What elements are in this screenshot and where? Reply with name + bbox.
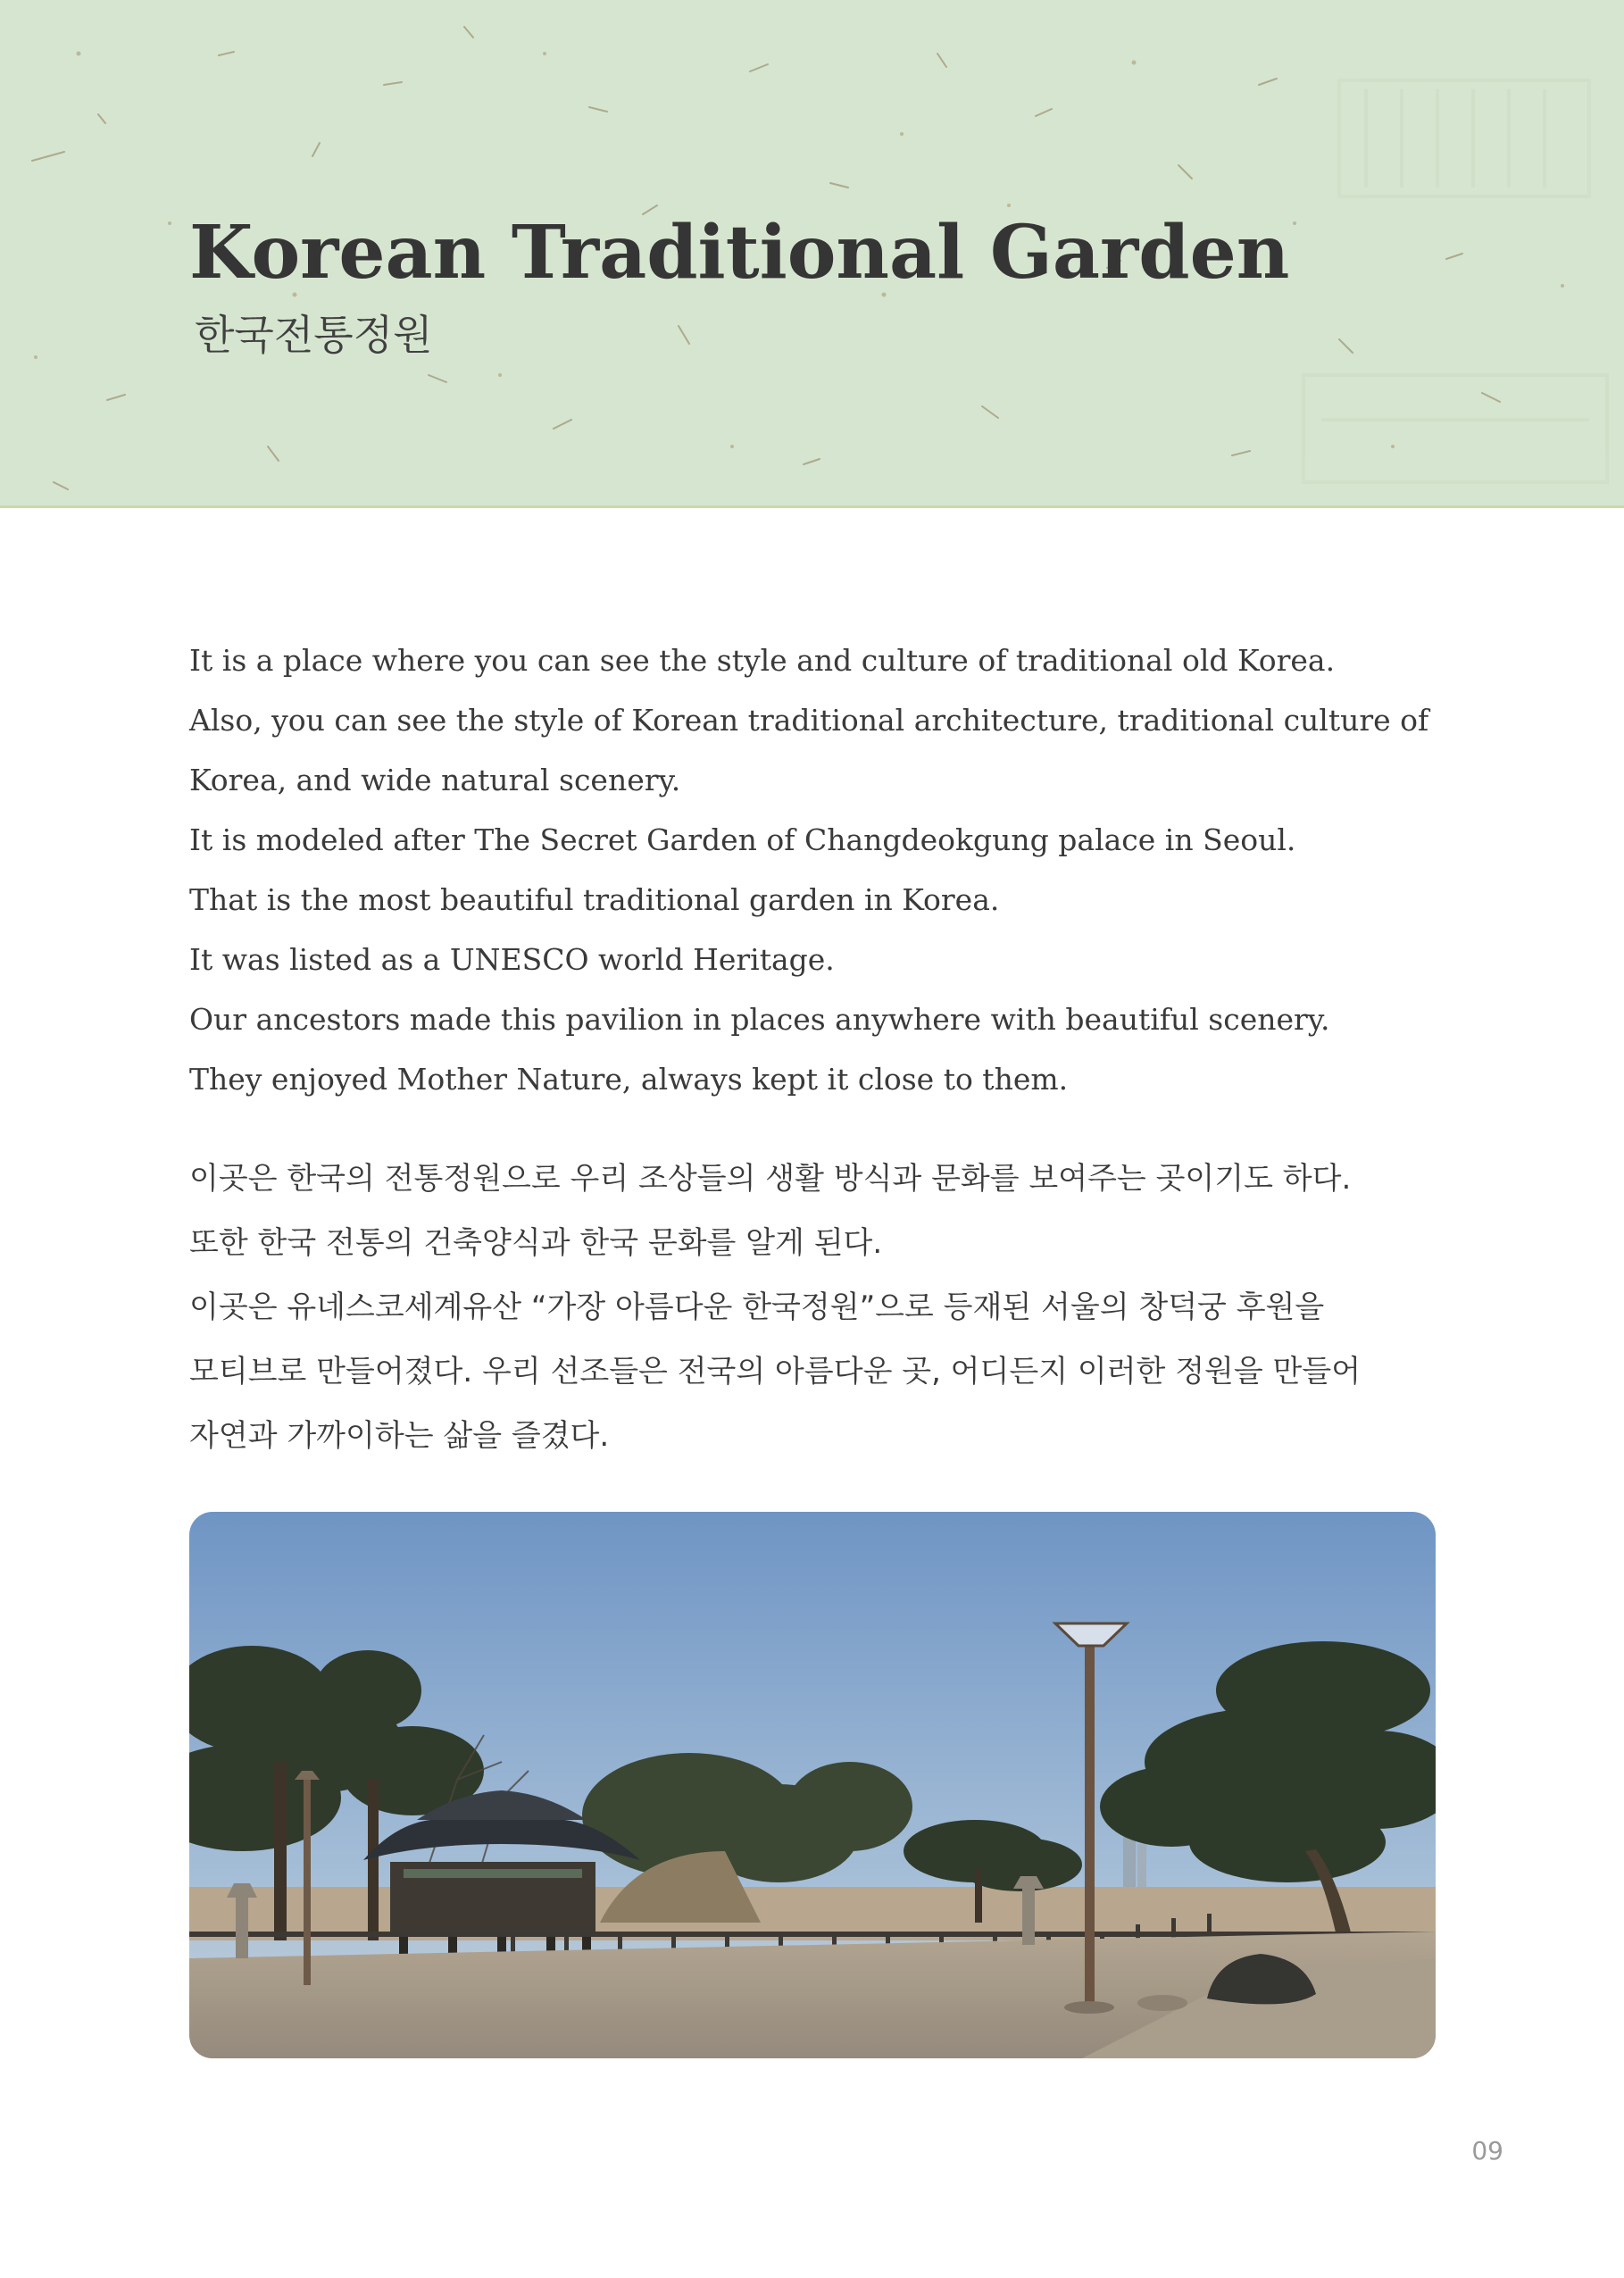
english-line: It is a place where you can see the style and culture of traditional old Korea.	[189, 643, 1336, 678]
page-number: 09	[1471, 2136, 1503, 2165]
header-banner	[0, 0, 1624, 508]
english-line: Also, you can see the style of Korean traditional architecture, traditional culture of	[189, 703, 1429, 738]
korean-line: 모티브로 만들어졌다. 우리 선조들은 전국의 아름다운 곳, 어디든지 이러한 정원을 만들어	[189, 1354, 1362, 1389]
page-title: Korean Traditional Garden	[189, 210, 1290, 296]
english-description	[189, 630, 1457, 1109]
korean-line: 또한 한국 전통의 건축양식과 한국 문화를 알게 된다.	[189, 1225, 883, 1261]
korean-line: 자연과 가까이하는 삶을 즐겼다.	[189, 1418, 610, 1454]
korean-line: 이곳은 한국의 전통정원으로 우리 조상들의 생활 방식과 문화를 보여주는 곳이기도 하다.	[189, 1161, 1352, 1197]
korean-line: 이곳은 유네스코세계유산 “가장 아름다운 한국정원”으로 등재된 서울의 창덕궁 후원을	[189, 1289, 1325, 1325]
korean-description	[189, 1147, 1457, 1468]
english-line: It was listed as a UNESCO world Heritage.	[189, 942, 835, 977]
english-line: That is the most beautiful traditional garden in Korea.	[189, 882, 1000, 917]
english-line: Korea, and wide natural scenery.	[189, 763, 681, 797]
page-subtitle: 한국전통정원	[195, 311, 433, 359]
english-line: It is modeled after The Secret Garden of Changdeokgung palace in Seoul.	[189, 822, 1296, 857]
english-line: Our ancestors made this pavilion in places anywhere with beautiful scenery.	[189, 1002, 1330, 1037]
garden-photo-illustration	[189, 1512, 1436, 2058]
english-line: They enjoyed Mother Nature, always kept it close to them.	[189, 1062, 1069, 1097]
garden-photo	[189, 1512, 1436, 2058]
